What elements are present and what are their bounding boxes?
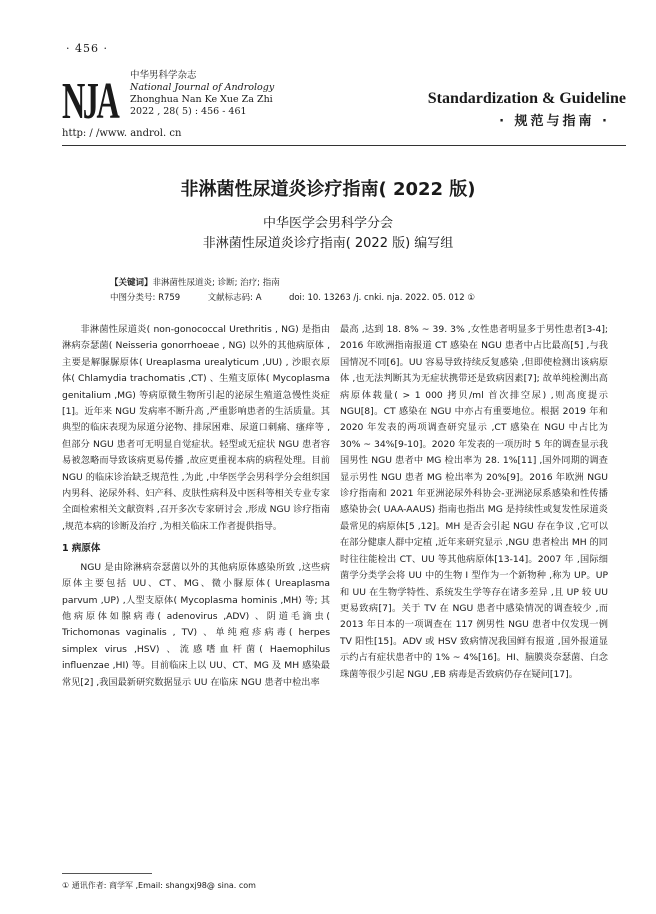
- journal-issue: 2022 , 28( 5) : 456 - 461: [130, 106, 247, 117]
- footnote-divider: [62, 873, 152, 874]
- journal-logo: NJA: [62, 73, 118, 130]
- doi-label: doi:: [288, 293, 305, 303]
- article-title: 非淋菌性尿道炎诊疗指南( 2022 版): [180, 179, 476, 200]
- journal-info: [130, 70, 274, 118]
- footnote: ① 通讯作者: 商学军 ,Email: shangxj98@ sina. com: [62, 881, 256, 890]
- journal-name-pinyin: Zhonghua Nan Ke Xue Za Zhi: [130, 94, 273, 105]
- clc-value: R759: [158, 293, 181, 303]
- article-metadata: [110, 276, 475, 306]
- clc-label: 中图分类号:: [110, 293, 156, 303]
- doi-value: 10. 13263 /j. cnki. nja. 2022. 05. 012 ①: [307, 293, 475, 303]
- section-heading: 1 病原体: [62, 543, 101, 555]
- doc-code-value: A: [255, 293, 262, 303]
- keywords-label: 【关键词】: [110, 278, 153, 288]
- journal-url[interactable]: http: / /www. androl. cn: [62, 128, 182, 139]
- header-divider: [62, 145, 626, 146]
- keywords: 非淋菌性尿道炎; 诊断; 治疗; 指南: [152, 278, 280, 288]
- classification-line: [110, 291, 475, 306]
- journal-name-en: National Journal of Andrology: [130, 82, 275, 93]
- author-group: 非淋菌性尿道炎诊疗指南( 2022 版) 编写组: [202, 236, 454, 251]
- journal-name-cn: 中华男科学杂志: [130, 70, 197, 81]
- section-title-en: Standardization & Guideline: [427, 90, 626, 107]
- body-column-left: [62, 322, 330, 691]
- page-number: · 456 ·: [66, 42, 108, 55]
- body-paragraph: 非淋菌性尿道炎( non-gonococcal Urethritis , NG) 是指由淋病奈瑟菌( Neisseria gonorrhoeae , NG) 以外的其他病原体 ,主要是解脲脲原体( Ureaplasma urealyticum ,UU) , 沙眼衣原体( Chlamydia trachomatis ,CT) 、生殖支原体( Mycoplasma genitalium ,MG) 等病原微生物所引起的泌尿生殖道急慢性炎症[1]。近年来 NGU 发病率不断升高 ,严重影响患者的生活质量。其典型的临床表现为尿道分泌物、排尿困难、尿道口刺痛、瘙痒等 ,但部分 NGU 患者可无明显自觉症状。轻型或无症状 NGU 患者容易被忽略而导致该病更易传播 ,故应更重视本病的病程处理。目前 NGU 的临床诊治缺乏规范性 ,为此 ,中华医学会男科学分会组织国内男科、泌尿外科、妇产科、皮肤性病科及中医科等相关专业专家全面检索相关文献资料 ,召开多次专家研讨会 ,形成 NGU 诊疗指南 ,规范本病的诊断及治疗 ,为相关临床工作者提供指导。: [62, 324, 330, 532]
- author-society: 中华医学会男科学分会: [262, 216, 393, 231]
- body-column-right: [340, 322, 608, 683]
- keywords-line: [110, 276, 475, 291]
- doc-code-label: 文献标志码:: [207, 293, 253, 303]
- section-title-cn: · 规范与指南 ·: [499, 114, 610, 129]
- body-paragraph: NGU 是由除淋病奈瑟菌以外的其他病原体感染所致 ,这些病原体主要包括 UU、CT、MG、微小脲原体( Ureaplasma parvum ,UP) ,人型支原体( Mycoplasma hominis ,MH) 等; 其他病原体如腺病毒( adenovirus ,ADV) 、阴道毛滴虫( Trichomonas vaginalis , TV) 、单纯疱疹病毒( herpes simplex virus ,HSV) 、流感嗜血杆菌( Haemophilus influenzae ,HI) 等。目前临床上以 UU、CT、MG 及 MH 感染最常见[2] ,我国最新研究数据显示 UU 在临床 NGU 患者中检出率: [62, 561, 330, 688]
- body-paragraph: 最高 ,达到 18. 8% ~ 39. 3% ,女性患者明显多于男性患者[3-4]; 2016 年欧洲指南报道 CT 感染在 NGU 患者中占比最高[5] ,与我国情况不同[6]。UU 容易导致持续反复感染 ,但即使检测出该病原体 ,也无法判断其为无症状携带还是致病因素[7]; 故单纯检测出高病原体载量( > 1 000 拷贝/ml 首次排空尿) ,则高度提示 NGU[8]。CT 感染在 NGU 中亦占有重要地位。根据 2019 年和 2020 年发表的两项调查研究显示 ,CT 感染在 NGU 中占比为 30% ~ 34%[9-10]。2020 年发表的一项历时 5 年的调查显示我国男性 NGU 患者中 MG 检出率为 28. 1%[11] ,国外同期的调查显示男性 NGU 患者 MG 检出率为 20%[9]。2016 年欧洲 NGU 诊疗指南和 2021 年亚洲泌尿外科协会-亚洲泌尿系感染和性传播感染协会( UAA-AAUS) 指南也指出 MG 是持续性或复发性尿道炎最常见的病原体[5 ,12]。MH 是否会引起 NGU 存在争议 ,它可以在部分健康人群中定植 ,近年来研究显示 ,NGU 患者检出 MH 的同时往往能检出 CT、UU 等其他病原体[13-14]。2007 年 ,国际细菌学分类学会将 UU 中的生物 Ⅰ 型作为一个新物种 ,称为 UP。UP 和 UU 在生物学特性、系统发生学等存在诸多差异 ,且 UP 较 UU 更易致病[7]。关于 TV 在 NGU 患者中感染情况的调查较少 ,而 2013 年日本的一项调查在 117 例男性 NGU 患者中仅发现一例 TV 阳性[15]。ADV 或 HSV 致病情况我国鲜有报道 ,国外报道显示约占有症状患者中的 1% ~ 4%[16]。HI、脑膜炎奈瑟菌、白念珠菌等很少引起 NGU ,EB 病毒是否致病仍存在疑问[17]。: [340, 324, 608, 680]
